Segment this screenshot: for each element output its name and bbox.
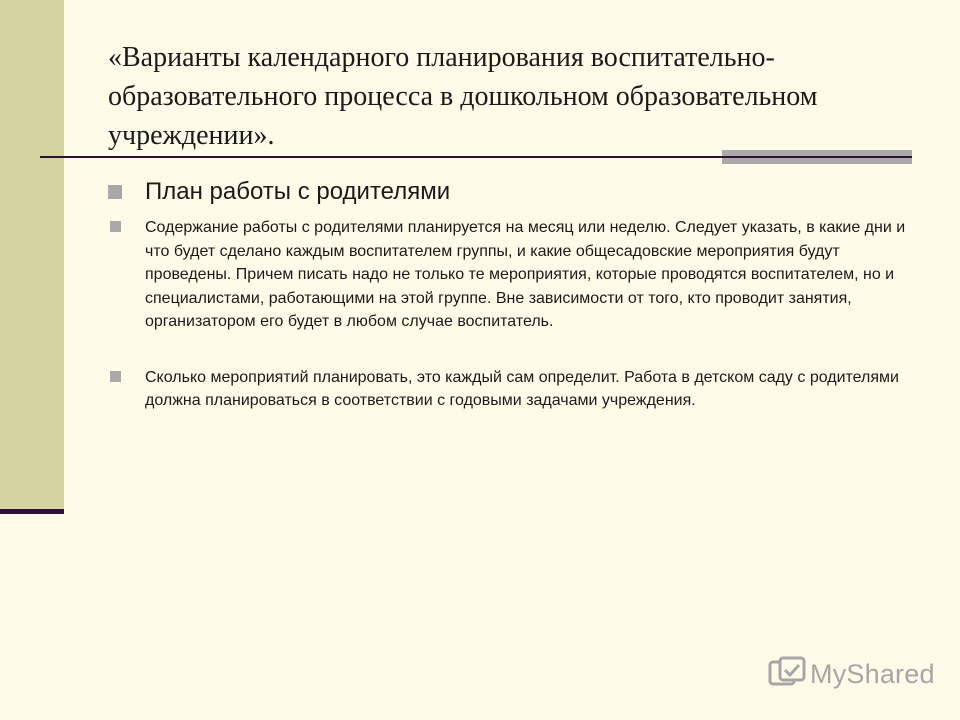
paragraph-text: Содержание работы с родителями планируется на месяц или неделю. Следует указать, в какие дни и что будет сделано каждым воспитателем группы, и какие общесадовские мероприятия будут проведены. Причем писать надо не только те мероприятия, которые проводятся воспитателем, но и специалистами, работающими на этой группе. Вне зависимости от того, кто проводит занятия, организатором его будет в любом случае воспитатель.	[145, 219, 906, 330]
paragraph-text: Сколько мероприятий планировать, это каждый сам определит. Работа в детском саду с родителями должна планироваться в соответствии с годовыми задачами учреждения.	[145, 368, 899, 409]
watermark-text: MyShared	[810, 658, 935, 689]
square-bullet-icon	[110, 221, 121, 232]
myshared-watermark	[768, 654, 935, 694]
square-bullet-icon	[110, 371, 121, 382]
bullet-item-paragraph-1	[108, 216, 908, 334]
slide-body	[108, 174, 908, 413]
slide-title: «Варианты календарного планирования воспитательно-образовательного процесса в дошкольном образовательном учреждении».	[108, 42, 818, 151]
section-heading: План работы с родителями	[145, 178, 451, 205]
sidebar-underline	[0, 509, 64, 514]
bullet-item-paragraph-2	[108, 366, 908, 413]
myshared-logo-icon	[768, 656, 806, 692]
sidebar-decoration	[0, 0, 64, 510]
square-bullet-icon	[108, 185, 122, 199]
title-divider-accent-line	[722, 156, 912, 158]
bullet-item-heading	[108, 174, 908, 210]
